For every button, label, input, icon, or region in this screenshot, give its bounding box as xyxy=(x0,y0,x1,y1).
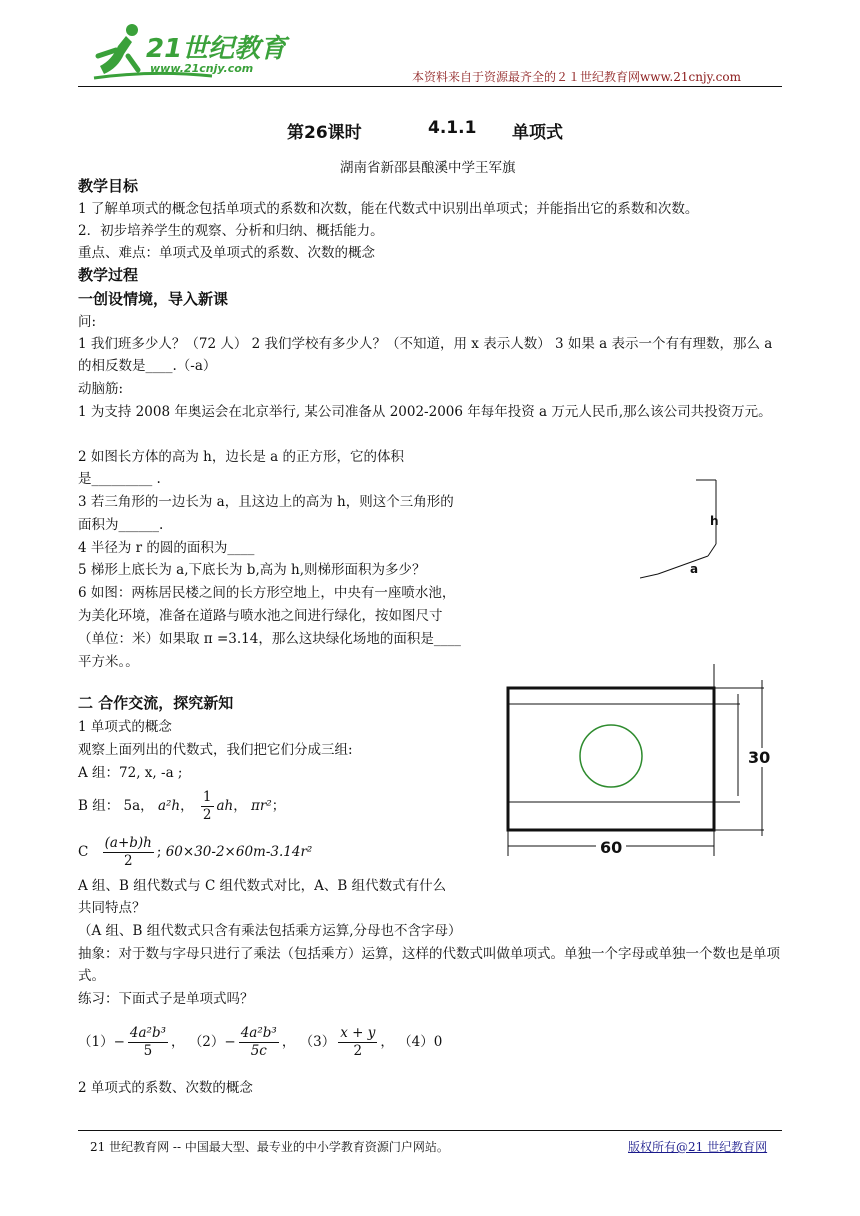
group-b-item-1: 5a xyxy=(123,798,141,814)
brain-label: 动脑筋: xyxy=(78,381,124,397)
footer-left: 21 世纪教育网 -- 中国最大型、最专业的中小学教育资源门户网站。 xyxy=(90,1140,449,1154)
objective-1: 1 了解单项式的概念包括单项式的系数和次数，能在代数式中识别出单项式；并能指出它的系数和次数。 xyxy=(78,201,699,217)
group-intro: 观察上面列出的代数式，我们把它们分成三组: xyxy=(78,742,353,758)
part2-heading: 二 合作交流，探究新知 xyxy=(78,694,234,712)
label-width: 60 xyxy=(596,838,626,857)
fountain-circle xyxy=(580,725,642,787)
fraction-half xyxy=(201,789,214,824)
footer-rule xyxy=(78,1130,782,1131)
question-6b: 为美化环境，准备在道路与喷水池之间进行绿化，按如图尺寸 xyxy=(78,608,443,624)
ask-label: 问: xyxy=(78,314,97,330)
label-a: a xyxy=(690,562,699,576)
group-b: B 组： 5a， a²h， $\frac{1}{2}$ ah， πr²； xyxy=(78,789,286,823)
practice-label: 练习：下面式子是单项式吗？ xyxy=(78,991,254,1007)
box-figure xyxy=(640,474,730,586)
author: 湖南省新邵县酿溪中学王军旗 xyxy=(340,160,516,176)
question-4: 4 半径为 r 的圆的面积为____ xyxy=(78,540,255,556)
question-6c: （单位：米）如果取 π =3.14，那么这块绿化场地的面积是____ xyxy=(78,631,461,647)
group-c-expression: 60×30-2×60m-3.14r² xyxy=(165,844,313,860)
objectives-heading: 教学目标 xyxy=(78,177,139,195)
group-b-item-4: πr² xyxy=(251,798,272,814)
numerator: 1 xyxy=(202,789,212,805)
group-b-item-2: a²h xyxy=(157,798,181,814)
sub2: 2 单项式的系数、次数的概念 xyxy=(78,1080,253,1096)
label-h: h xyxy=(710,514,719,528)
question-3b: 面积为______. xyxy=(78,517,164,533)
practice-index-3: （3） xyxy=(299,1034,336,1050)
group-a-items: 72, x, -a ; xyxy=(119,765,183,781)
numerator: (a+b)h xyxy=(104,835,152,851)
label-height: 30 xyxy=(748,748,771,767)
answer: （A 组、B 组代数式只含有乘法包括乘方运算,分母也不含字母） xyxy=(78,923,462,939)
key-points: 重点、难点：单项式及单项式的系数、次数的概念 xyxy=(78,245,375,261)
question-3a: 3 若三角形的一边长为 a，且这边上的高为 h，则这个三角形的 xyxy=(78,494,454,510)
page-title: 单项式 xyxy=(512,123,563,143)
question-2b: 是_________ . xyxy=(78,471,161,487)
practice-expr-4: 0 xyxy=(433,1034,443,1050)
numerator: 4a²b³ xyxy=(240,1025,277,1041)
header-rule xyxy=(78,86,782,87)
denominator: 2 xyxy=(123,853,133,869)
group-c-label: C xyxy=(78,844,89,860)
group-b-item-3: ah xyxy=(216,798,234,814)
denominator: 5 xyxy=(143,1043,153,1059)
logo xyxy=(92,20,292,82)
process-heading: 教学过程 xyxy=(78,266,139,284)
logo-text: 21世纪教育 xyxy=(146,34,287,64)
sub1: 1 单项式的概念 xyxy=(78,719,172,735)
group-a xyxy=(78,763,182,783)
practice-fraction-3 xyxy=(338,1025,377,1060)
practice-index-4: （4） xyxy=(398,1034,434,1050)
compare-b: 共同特点？ xyxy=(78,900,146,916)
copyright-link[interactable]: 版权所有@21 世纪教育网 xyxy=(628,1140,768,1154)
fountain-figure xyxy=(500,660,790,860)
logo-url: www.21cnjy.com xyxy=(150,62,254,75)
question-5: 5 梯形上底长为 a,下底长为 b,高为 h,则梯形面积为多少？ xyxy=(78,562,426,578)
section-number: 4.1.1 xyxy=(428,118,477,138)
group-b-label: B 组： xyxy=(78,798,120,814)
denominator: 2 xyxy=(202,807,212,823)
lesson-number: 第26课时 xyxy=(287,123,362,143)
numerator: x + y xyxy=(340,1025,376,1041)
source-note: 本资料来自于资源最齐全的２１世纪教育网www.21cnjy.com xyxy=(412,70,741,84)
group-a-label: A 组： xyxy=(78,765,120,781)
part1-heading: 一创设情境，导入新课 xyxy=(78,290,229,308)
denominator: 5c xyxy=(250,1043,267,1059)
question-6d: 平方米。。 xyxy=(78,654,139,670)
abstract: 抽象：对于数与字母只进行了乘法（包括乘方）运算，这样的代数式叫做单项式。单独一个字母或单独一个数也是单项式。 xyxy=(78,946,780,984)
practice-index-2: （2） xyxy=(188,1034,225,1050)
trapezoid-fraction xyxy=(103,835,154,870)
compare-a: A 组、B 组代数式与 C 组代数式对比，A、B 组代数式有什么 xyxy=(78,878,447,894)
question-1: 1 为支持 2008 年奥运会在北京举行, 某公司准备从 2002-2006 年每年投资 a 万元人民币,那么该公司共投资万元。 xyxy=(78,404,772,420)
practice-items: （1）− $\frac{\text{4a²b³}}{5}$ ， （2）− $\frac{\text{4a²b³}}{5c}$ ， （3） $\frac{x + y}{2}$ ， （4）0 xyxy=(78,1025,443,1059)
numerator: 4a²b³ xyxy=(129,1025,167,1041)
questions: 1 我们班多少人？（72 人） 2 我们学校有多少人？（不知道，用 x 表示人数） 3 如果 a 表示一个有有理数，那么 a 的相反数是____.（-a） xyxy=(78,336,773,374)
question-2a: 2 如图长方体的高为 h，边长是 a 的正方形，它的体积 xyxy=(78,449,404,465)
question-6a: 6 如图：两栋居民楼之间的长方形空地上，中央有一座喷水池， xyxy=(78,585,456,601)
group-c: C $\frac{(a+b)h}{2}$ ; 60×30-2×60m-3.14r² xyxy=(78,835,313,869)
objective-2: 2．初步培养学生的观察、分析和归纳、概括能力。 xyxy=(78,223,384,239)
denominator: 2 xyxy=(353,1043,363,1059)
practice-fraction-1 xyxy=(128,1025,168,1060)
practice-fraction-2 xyxy=(239,1025,279,1060)
practice-index-1: （1） xyxy=(78,1034,114,1050)
